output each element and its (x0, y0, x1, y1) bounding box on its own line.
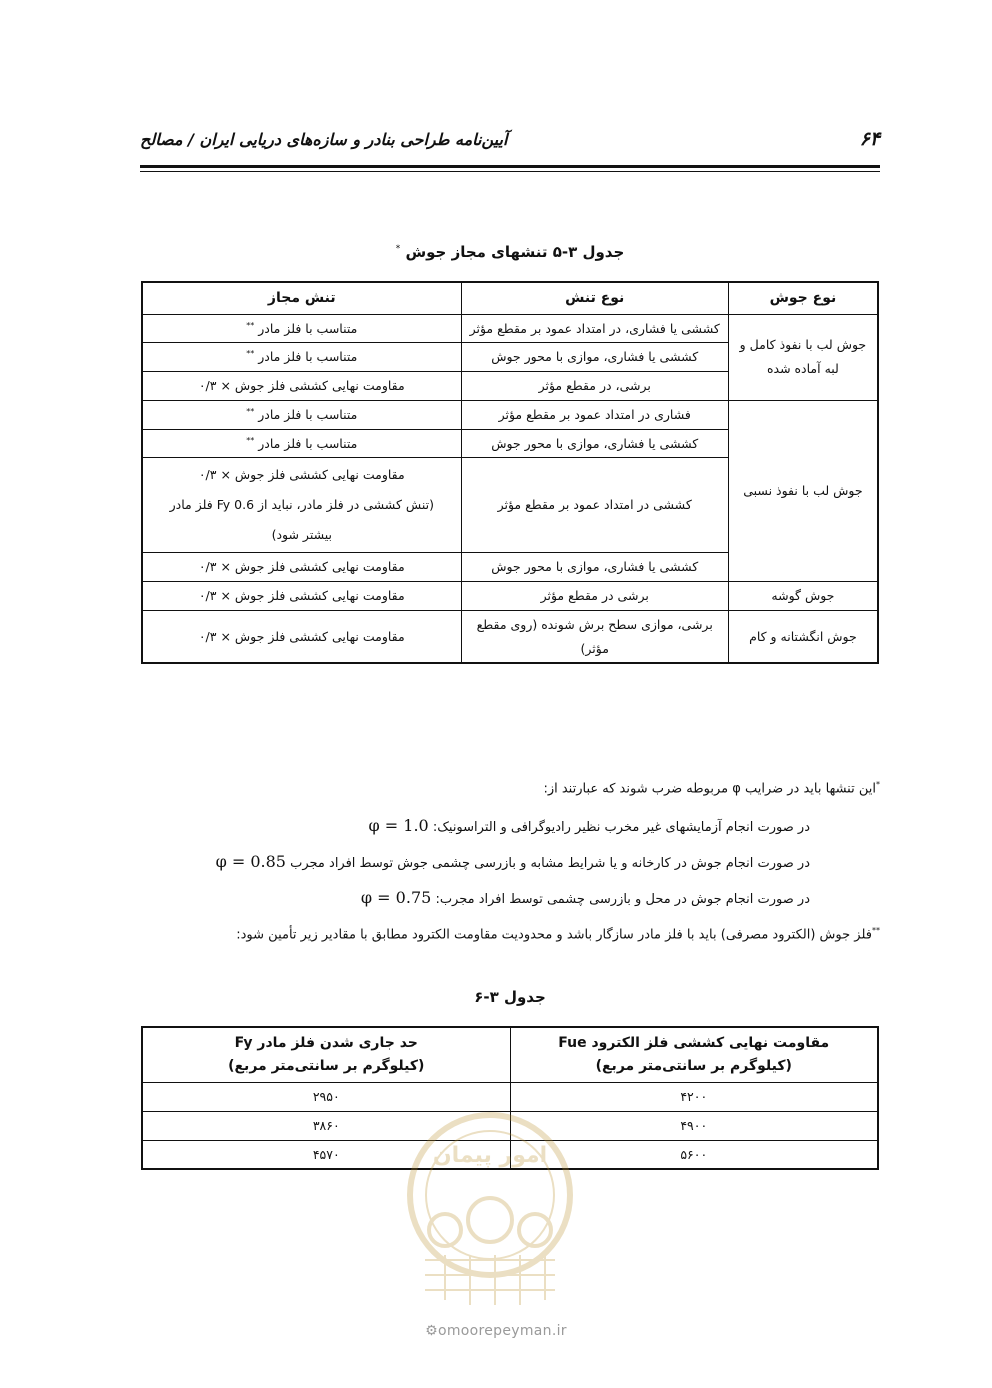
weld-type-cell: جوش لب با نفوذ نسبی (728, 400, 878, 581)
footnotes (140, 780, 880, 950)
allowable-line: (تنش کششی در فلز مادر، نباید از 0.6 Fy فلز مادر (169, 497, 434, 513)
allowable-cell (142, 429, 461, 458)
phi-value-2: φ = 0.85 (215, 852, 286, 871)
electrode-value: ۴۲۰۰ (510, 1083, 878, 1112)
footnote-mark: ** (246, 320, 255, 330)
header-stress-type: نوع تنش (461, 282, 728, 314)
header-electrode-strength (510, 1027, 878, 1083)
yield-value: ۳۸۶۰ (142, 1111, 510, 1140)
header-weld-type: نوع جوش (728, 282, 878, 314)
footnote-2 (236, 926, 880, 942)
allowable-text: متناسب با فلز مادر (258, 349, 358, 365)
footnote-mark: ** (246, 406, 255, 416)
phi-condition-1 (369, 816, 811, 835)
allowable-cell (142, 343, 461, 372)
stress-type-cell: کششی یا فشاری، موازی با محور جوش (461, 429, 728, 458)
phi-condition-3 (361, 888, 810, 907)
table-row (142, 314, 878, 343)
allowable-text: متناسب با فلز مادر (258, 435, 358, 451)
table-row (142, 400, 878, 429)
allowable-line: مقاومت نهایی کششی فلز جوش × ۰/۳ (198, 467, 405, 483)
allowable-weld-stress-table (141, 281, 879, 664)
weld-type-cell: جوش لب با نفوذ کامل و لبه آماده شده (728, 314, 878, 400)
stress-type-cell: کششی یا فشاری، موازی با محور جوش (461, 553, 728, 582)
stress-type-cell: برشی در مقطع مؤثر (461, 582, 728, 611)
footnote-1 (543, 780, 880, 796)
allowable-cell (142, 458, 461, 553)
phi-value-3: φ = 0.75 (360, 888, 432, 907)
allowable-text: متناسب با فلز مادر (258, 320, 358, 336)
header-yield-unit: (کیلوگرم بر سانتی‌متر مربع) (228, 1058, 425, 1075)
header-electrode-title: مقاومت نهایی کششی فلز الکترود Fue (558, 1035, 830, 1051)
header-rule-thick (140, 165, 880, 168)
allowable-cell: مقاومت نهایی کششی فلز جوش × ۰/۳ (142, 553, 461, 582)
allowable-cell: مقاومت نهایی کششی فلز جوش × ۰/۳ (142, 582, 461, 611)
institution-seal-logo (395, 1110, 585, 1310)
header-electrode-unit: (کیلوگرم بر سانتی‌متر مربع) (595, 1058, 792, 1075)
table1-caption-text: جدول ۳-۵ تنشهای مجاز جوش (405, 243, 625, 261)
table-row (142, 610, 878, 663)
allowable-text: متناسب با فلز مادر (258, 406, 358, 422)
footnote-mark: ** (246, 435, 255, 445)
table1-caption-mark: * (395, 244, 401, 254)
stress-type-cell: برشی، در مقطع مؤثر (461, 372, 728, 401)
phi-condition-3-text: در صورت انجام جوش در محل و بازرسی چشمی توسط افراد مجرب: (435, 892, 810, 907)
page-number: ۶۴ (859, 128, 880, 150)
stress-type-cell: فشاری در امتداد عمود بر مقطع مؤثر (461, 400, 728, 429)
stress-type-cell: کششی در امتداد عمود بر مقطع مؤثر (461, 458, 728, 553)
electrode-value: ۴۹۰۰ (510, 1111, 878, 1140)
watermark-text: omoorepeyman.ir (437, 1323, 567, 1339)
site-watermark: ⚙omoorepeyman.ir (425, 1323, 567, 1339)
phi-condition-2 (216, 852, 810, 871)
weld-type-cell: جوش گوشه (728, 582, 878, 611)
page-header (140, 128, 880, 168)
footnote-2-text: فلز جوش (الکترود مصرفی) باید با فلز مادر سازگار باشد و محدودیت مقاومت الکترود مطابق با مقادیر زیر تأمین شود: (236, 927, 872, 943)
footnote-1-mark: * (876, 780, 880, 789)
allowable-cell: مقاومت نهایی کششی فلز جوش × ۰/۳ (142, 372, 461, 401)
allowable-cell (142, 400, 461, 429)
running-title: آیین‌نامه طراحی بنادر و سازه‌های دریایی ایران / مصالح (140, 130, 508, 149)
footnote-mark: ** (246, 349, 255, 359)
phi-condition-1-text: در صورت انجام آزمایشهای غیر مخرب نظیر رادیوگرافی و التراسونیک: (432, 820, 810, 835)
footnote-2-mark: ** (872, 926, 880, 935)
header-yield-strength (142, 1027, 510, 1083)
allowable-line: بیشتر شود) (271, 527, 332, 543)
allowable-cell (142, 314, 461, 343)
footnote-1-text: این تنشها باید در ضرایب φ مربوطه ضرب شوند که عبارتند از: (543, 781, 876, 797)
yield-value: ۴۵۷۰ (142, 1140, 510, 1169)
table-row (142, 582, 878, 611)
phi-condition-2-text: در صورت انجام جوش در کارخانه و یا شرایط مشابه و بازرسی چشمی جوش توسط افراد مجرب (290, 856, 810, 871)
stress-type-cell: برشی، موازی سطح برش شونده (روی مقطع مؤثر) (461, 610, 728, 663)
yield-value: ۲۹۵۰ (142, 1083, 510, 1112)
seal-lettering: امور پیمان (432, 1143, 548, 1168)
table-header-row (142, 282, 878, 314)
header-allowable-stress: تنش مجاز (142, 282, 461, 314)
stress-type-cell: کششی یا فشاری، در امتداد عمود بر مقطع مؤثر (461, 314, 728, 343)
table-row (142, 1083, 878, 1112)
stress-type-cell: کششی یا فشاری، موازی با محور جوش (461, 343, 728, 372)
table-header-row (142, 1027, 878, 1083)
weld-type-cell: جوش انگشتانه و کام (728, 610, 878, 663)
table2-caption: جدول ۳-۶ (474, 988, 546, 1006)
allowable-cell: مقاومت نهایی کششی فلز جوش × ۰/۳ (142, 610, 461, 663)
header-rule-thin (140, 171, 880, 172)
table1-caption (140, 243, 880, 261)
phi-value-1: φ = 1.0 (368, 816, 429, 835)
header-yield-title: حد جاری شدن فلز مادر Fy (234, 1035, 418, 1051)
electrode-value: ۵۶۰۰ (510, 1140, 878, 1169)
